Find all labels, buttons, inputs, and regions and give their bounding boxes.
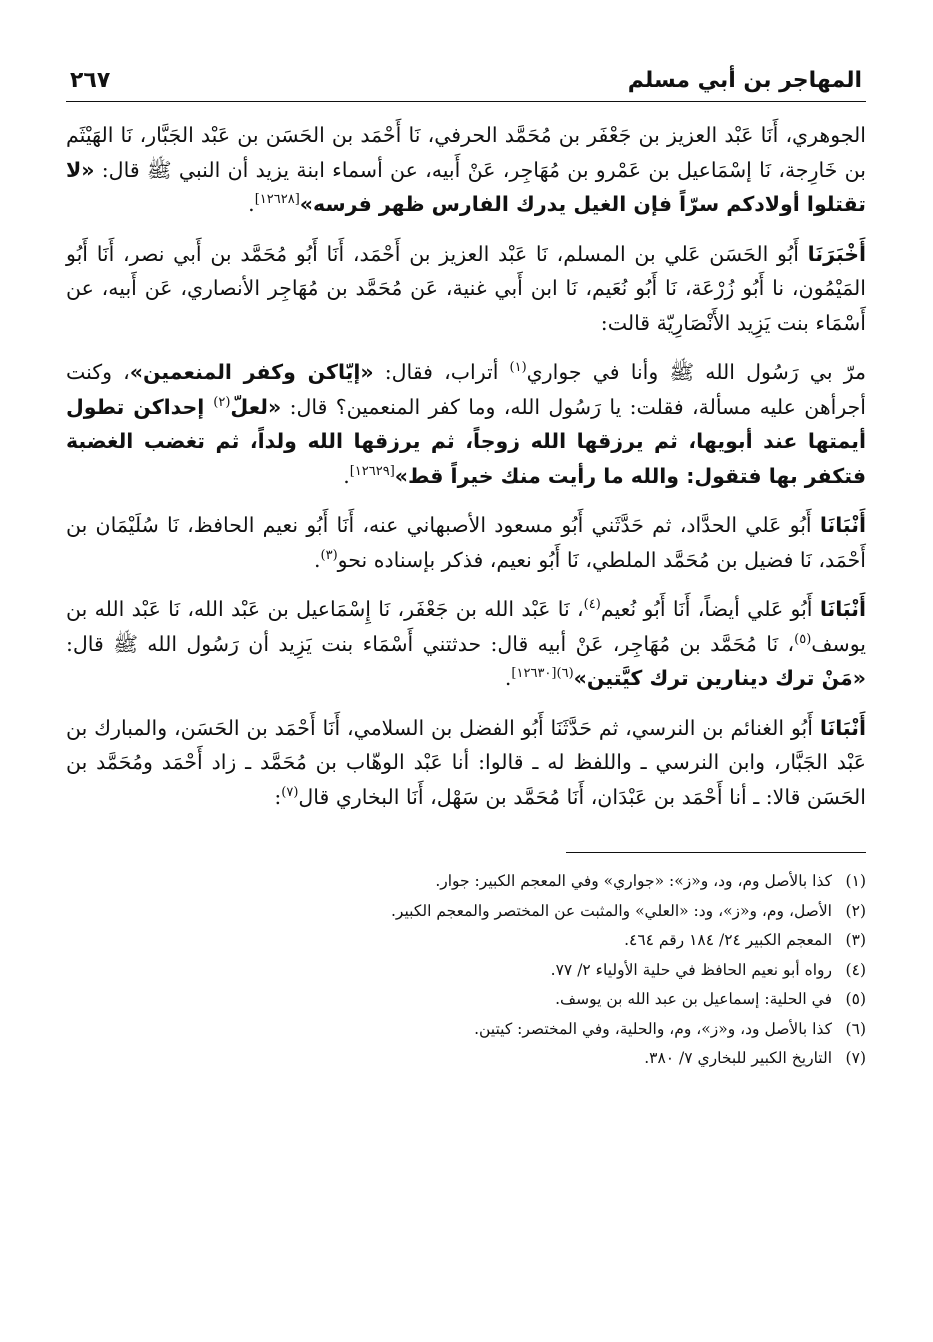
- text-run: ، نَا مُحَمَّد بن مُهَاجِر، عَنْ أبيه قال: حدثتني أَسْمَاء بنت يَزِيد أن رَسُول الله ﷺ قال:: [66, 631, 795, 656]
- paragraph: [66, 237, 866, 341]
- footnote: [66, 897, 866, 927]
- main-text: [66, 118, 866, 814]
- footnote-ref: (١): [509, 360, 527, 376]
- hadith-text: «لا تقتلوا أولادكم سرّاً فإن الغيل يدرك الفارس ظهر فرسه»: [66, 157, 866, 216]
- footnote: [66, 1015, 866, 1045]
- paragraph: [66, 118, 866, 222]
- footnote-ref: (٢): [213, 394, 231, 410]
- hadith-text: «مَنْ ترك دينارين ترك كيَّتين»: [573, 666, 866, 690]
- running-header: [66, 60, 866, 102]
- paragraph: [66, 355, 866, 493]
- hadith-text: إحداكن تطول أيمتها عند أبويها، ثم يرزقها الله زوجاً، ثم يرزقها الله ولداً، ثم تغضب الغضبة فتكفر بها فتقول: والله ما رأيت منك خيراً قط»: [66, 394, 866, 488]
- text-run: أَبُو الحَسَن عَلي بن المسلم، نَا عَبْد العزيز بن أَحْمَد، أَنَا أَبُو مُحَمَّد بن أَبي نصر، أَنَا أَبُو المَيْمُون، نا أَبُو زُرْعَة، نَا أَبُو نُعَيم، نَا ابن أَبي غنية، عَن مُحَمَّد بن مُهَاجِر الأنصاري، عَن أَبيه، عن أَسْمَاء بنت يَزِيد الأَنْصَارِيّة قالت:: [66, 241, 866, 335]
- paragraph: [66, 592, 866, 696]
- text-run: أَبُو الغنائم بن النرسي، ثم حَدَّثَنَا أَبُو الفضل بن السلامي، أَنَا أَحْمَد بن الحَسَن، والمبارك بن عَبْد الجَبَّار، وابن النرسي ـ واللفظ له ـ قالوا: أنا عَبْد الوهّاب بن مُحَمَّد ـ زاد أَحْمَد ومُحَمَّد بن الحَسَن قالا: ـ أنا أَحْمَد بن عَبْدَان، أَنَا مُحَمَّد بن سَهْل، أَنَا البخاري قال: [66, 715, 866, 809]
- hadith-number: [١٢٦٢٨]: [254, 192, 300, 208]
- page-number: ٢٦٧: [70, 68, 111, 93]
- footnote-text: رواه أبو نعيم الحافظ في حلية الأولياء ٢/ ٧٧.: [550, 960, 832, 979]
- text-run: ، وكنت أجرأهن عليه مسألة، فقلت: يا رَسُول الله، وما كفر المنعمين؟ قال:: [66, 360, 866, 419]
- footnote-text: الأصل، وم، و«ز»، ود: «العلي» والمثبت عن المختصر والمعجم الكبير.: [390, 901, 832, 920]
- running-title: المهاجر بن أبي مسلم: [627, 68, 862, 93]
- footnote-text: كذا بالأصل وم، ود، و«ز»: «جواري» وفي المعجم الكبير: جوار.: [435, 872, 832, 890]
- footnote: [66, 926, 866, 956]
- footnote-number: (٢): [845, 901, 866, 920]
- footnote-ref: (٤): [583, 597, 601, 613]
- footnote-separator: [566, 852, 866, 853]
- text-run: أتراب، فقال:: [373, 360, 510, 384]
- footnote-ref: (٣): [320, 547, 338, 563]
- footnote: [66, 1044, 866, 1074]
- hadith-number: [١٢٦٣٠]: [511, 666, 557, 682]
- text-run: .: [314, 547, 321, 572]
- text-run: :: [274, 784, 282, 809]
- book-page: [66, 60, 866, 1074]
- paragraph: [66, 508, 866, 577]
- footnote-text: التاريخ الكبير للبخاري ٧/ ٣٨٠.: [644, 1049, 832, 1067]
- text-run: .: [504, 666, 512, 690]
- footnote-ref: (٦): [556, 666, 574, 682]
- hadith-number: [١٢٦٢٩]: [349, 463, 395, 479]
- footnote-number: (٤): [845, 960, 866, 979]
- footnote-text: المعجم الكبير ٢٤/ ١٨٤ رقم ٤٦٤.: [624, 931, 832, 949]
- paragraph: [66, 711, 866, 815]
- isnad-lead-word: أَنْبَانَا: [819, 597, 866, 621]
- footnote-text: في الحلية: إسماعيل بن عبد الله بن يوسف.: [555, 990, 832, 1008]
- hadith-text: «إيّاكن وكفر المنعمين»: [129, 360, 374, 384]
- footnote-number: (٥): [845, 990, 866, 1008]
- text-run: الجوهري، أَنَا عَبْد العزيز بن جَعْفَر بن مُحَمَّد الحرفي، نَا أَحْمَد بن الحَسَن بن عَبْد الجَبَّار، نَا الهَيْثَم بن خَارِجة، نَا إسْمَاعيل بن عَمْرو بن مُهَاجِر، عَنْ أَبيه، عن أسماء ابنة يزيد أن النبي ﷺ قال:: [66, 123, 866, 182]
- footnote-text: كذا بالأصل ود، و«ز»، وم، والحلية، وفي المختصر: كيتين.: [474, 1019, 832, 1038]
- footnote: [66, 956, 866, 986]
- text-run: مرّ بي رَسُول الله ﷺ وأنا في جواري: [526, 360, 866, 384]
- footnote: [66, 985, 866, 1015]
- text-run: أَبُو عَلي أيضاً، أَنَا أَبُو نُعيم: [600, 597, 820, 621]
- text-run: ، نَا عَبْد الله بن جَعْفَر، نَا إِسْمَاعيل بن عَبْد الله، نَا عَبْد الله بن يوسف: [66, 597, 866, 656]
- footnote-ref: (٥): [794, 631, 812, 647]
- text-run: أَبُو عَلي الحدَّاد، ثم حَدَّثَني أَبُو مسعود الأصبهاني عنه، أَنَا أَبُو نعيم الحافظ، نَا سُلَيْمَان بن أَحْمَد، نَا فضيل بن مُحَمَّد الملطي، نَا أَبُو نعيم، فذكر بإسناده نحو: [66, 513, 866, 572]
- footnote-number: (٦): [845, 1019, 866, 1038]
- text-run: .: [343, 463, 350, 488]
- hadith-text: «لعلّ: [230, 394, 282, 419]
- footnote-number: (٣): [845, 931, 866, 949]
- isnad-lead-word: أَخْبَرَنَا: [807, 241, 866, 266]
- footnote: [66, 867, 866, 897]
- footnote-number: (٧): [845, 1049, 866, 1067]
- isnad-lead-word: أَنْبَانَا: [819, 513, 866, 537]
- footnote-ref: (٧): [281, 784, 299, 800]
- footnotes: [66, 867, 866, 1074]
- isnad-lead-word: أَنْبَانَا: [819, 715, 866, 740]
- text-run: .: [248, 192, 255, 216]
- footnote-number: (١): [845, 872, 866, 890]
